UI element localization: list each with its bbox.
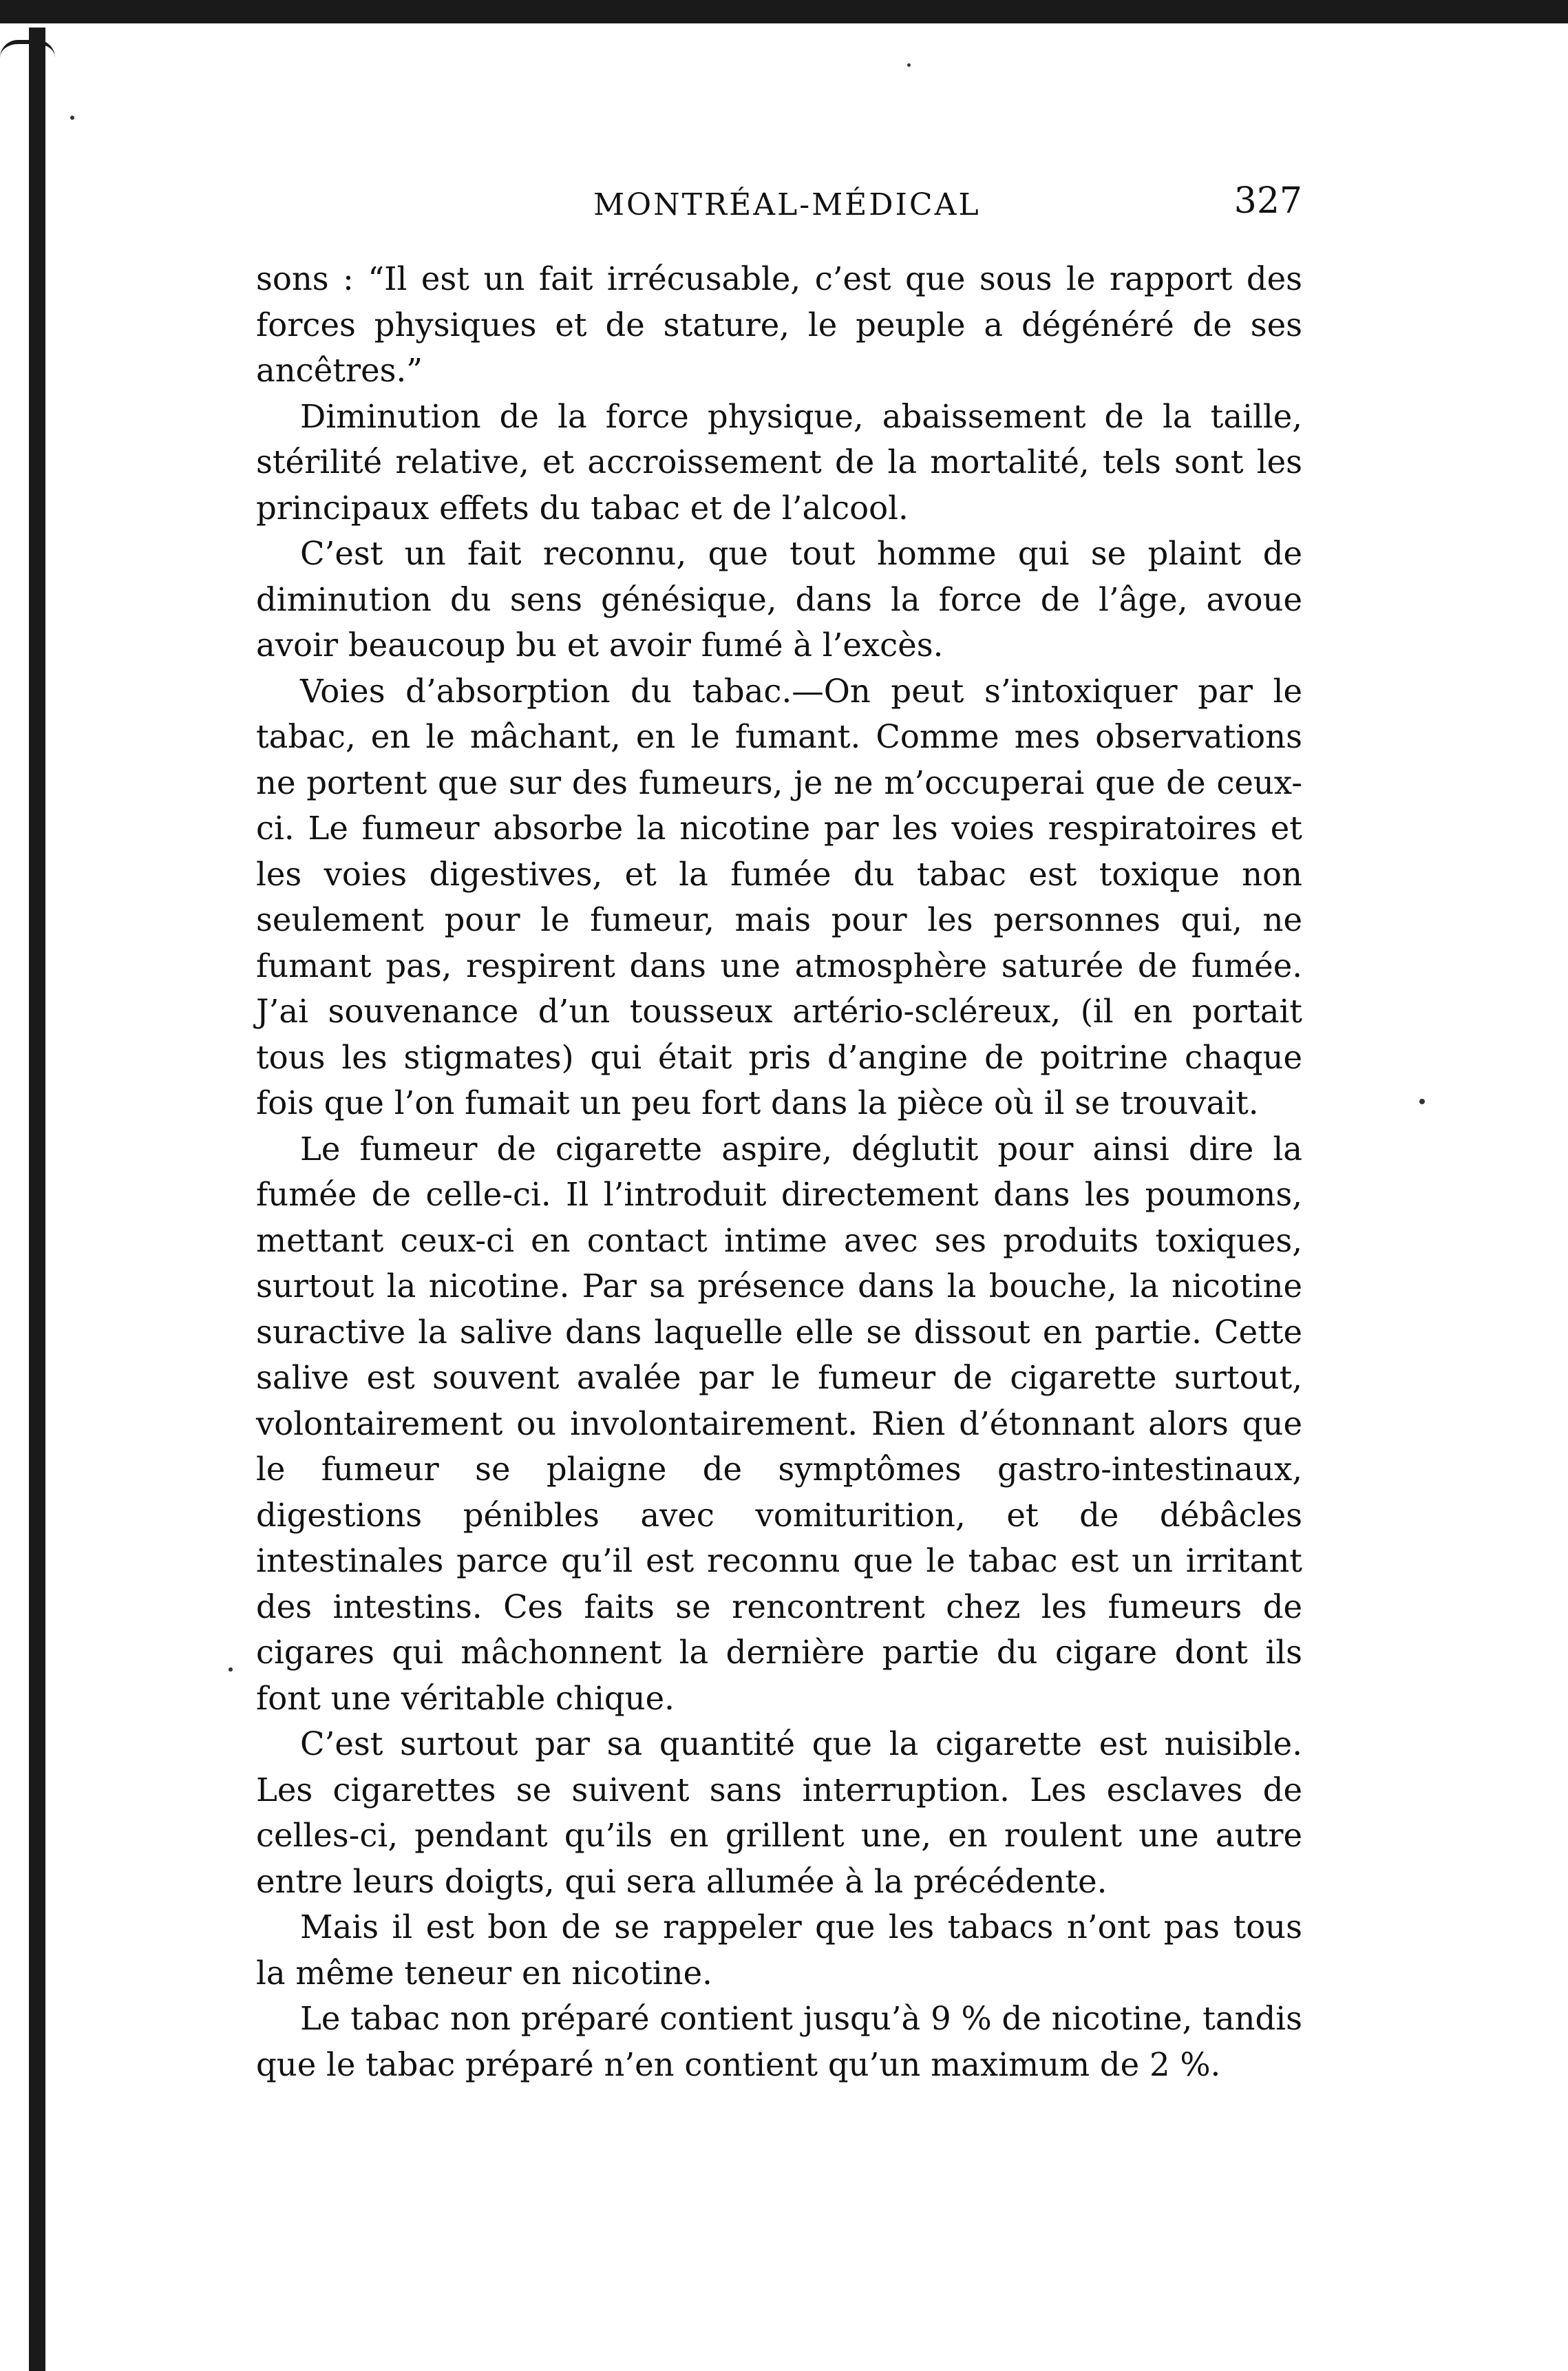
page-speck [70, 116, 74, 120]
paragraph: Le tabac non préparé contient jusqu’à 9 % de nicotine, tandis que le tabac préparé n’en contient qu’un maximum de 2 %. [256, 2000, 1302, 2083]
paragraph: Le fumeur de cigarette aspire, déglutit pour ainsi dire la fumée de celle-ci. Il l’introduit directement dans les poumons, mettant ceux-ci en contact intime avec ses produits toxiques, surtout la nicotine. Par sa présence dans la bouche, la nicotine suractive la salive dans laquelle elle se dissout en partie. Cette salive est souvent avalée par le fumeur de cigarette surtout, volontairement ou involontairement. Rien d’étonnant alors que le fumeur se plaigne de symptômes gastro-intestinaux, digestions pénibles avec vomiturition, et de débâcles intestinales parce qu’il est reconnu que le tabac est un irritant des intestins. Ces faits se rencontrent chez les fumeurs de cigares qui mâchonnent la dernière partie du cigare dont ils font une véritable chique. [256, 1130, 1302, 1717]
paragraph: Voies d’absorption du tabac.—On peut s’intoxiquer par le tabac, en le mâchant, en le fumant. Comme mes observations ne portent que sur des fumeurs, je ne m’occuperai que de ceux-ci. Le fumeur absorbe la nicotine par les voies respiratoires et les voies digestives, et la fumée du tabac est toxique non seulement pour le fumeur, mais pour les personnes qui, ne fumant pas, respirent dans une atmosphère saturée de fumée. J’ai souvenance d’un tousseux artério-scléreux, (il en portait tous les stigmates) qui était pris d’angine de poitrine chaque fois que l’on fumait un peu fort dans la pièce où il se trouvait. [256, 672, 1302, 1121]
body-text [256, 256, 1302, 2087]
paragraph: Diminution de la force physique, abaissement de la taille, stérilité relative, et accroissement de la mortalité, tels sont les principaux effets du tabac et de l’alcool. [256, 397, 1302, 527]
top-border-rule [0, 0, 1568, 23]
running-head [256, 180, 1302, 235]
top-border-gap [0, 23, 1568, 28]
paragraph: Mais il est bon de se rappeler que les tabacs n’ont pas tous la même teneur en nicotine. [256, 1908, 1302, 1992]
page-speck [907, 63, 911, 67]
paragraph: C’est un fait reconnu, que tout homme qui se plaint de diminution du sens génésique, dans la force de l’âge, avoue avoir beaucoup bu et avoir fumé à l’excès. [256, 535, 1302, 664]
running-title: MONTRÉAL-MÉDICAL [593, 187, 981, 222]
paragraph: sons : “Il est un fait irrécusable, c’est que sous le rapport des forces physiques et de stature, le peuple a dégénéré de ses ancêtres.” [256, 260, 1302, 389]
binding-edge-hook [0, 40, 55, 58]
page-speck [229, 1667, 233, 1672]
binding-edge-bar [29, 28, 45, 2371]
book-page [256, 180, 1302, 2087]
paragraph: C’est surtout par sa quantité que la cigarette est nuisible. Les cigarettes se suivent sans interruption. Les esclaves de celles-ci, pendant qu’ils en grillent une, en roulent une autre entre leurs doigts, qui sera allumée à la précédente. [256, 1725, 1302, 1900]
page-number: 327 [1233, 180, 1302, 222]
page-speck [1419, 1099, 1425, 1104]
